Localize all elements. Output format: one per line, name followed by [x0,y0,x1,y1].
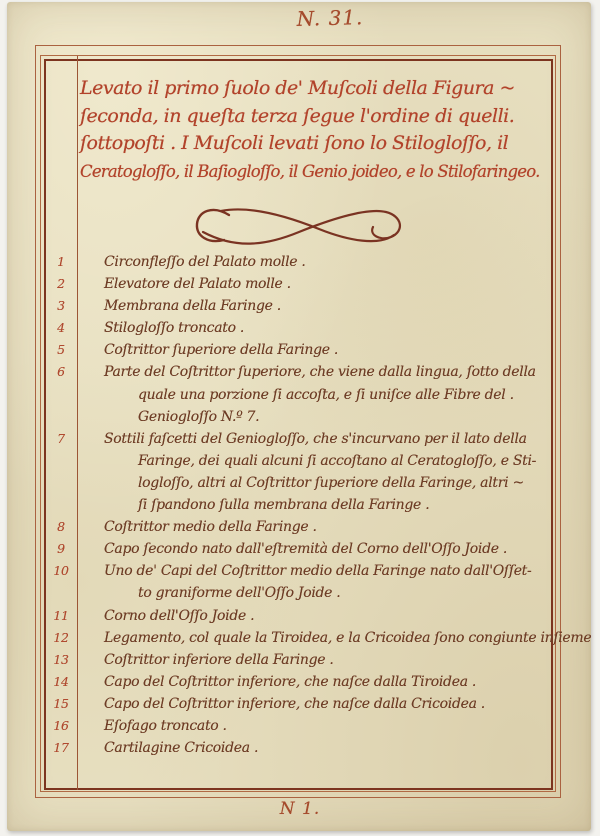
list-item-body [77,538,550,560]
list-item-body [77,715,550,737]
list-item-line: Capo del Coſtrittor inferiore, che naſce dalla Tiroidea . [104,673,477,690]
list-item [45,538,550,560]
title-paragraph [80,75,548,185]
list-item-number: 6 [57,364,65,380]
list-item-line: quale una porzione ſi accoſta, e ſi uniſce alle Fibre del . [138,386,514,403]
list-item-body [77,605,550,627]
list-item-line: Stilogloſſo troncato . [104,320,245,337]
list-item [45,361,550,427]
list-item-body [77,560,550,604]
list-item-body [77,339,550,361]
title-line: Levato il primo ſuolo de' Muſcoli della Figura ~ [80,77,515,99]
list-item-number: 15 [53,695,69,711]
list-item-line: Faringe, dei quali alcuni ſi accoſtano al Ceratogloſſo, e Sti- [138,452,537,469]
list-item-line: Parte del Coſtrittor ſuperiore, che viene dalla lingua, ſotto della [104,364,536,381]
list-item [45,605,550,627]
list-item-number: 5 [57,342,65,358]
list-item-body [77,251,550,273]
list-item-line: logloſſo, altri al Coſtrittor ſuperiore della Faringe, altri ~ [138,474,524,491]
list-item-line: Capo del Coſtrittor inferiore, che naſce dalla Cricoidea . [104,695,485,712]
list-item-body [77,516,550,538]
list-item-number: 12 [53,629,69,645]
list-item [45,428,550,516]
list-item [45,560,550,604]
list-item-line: Capo ſecondo nato dall'eſtremità del Corno dell'Oſſo Joide . [104,541,508,558]
list-item-body [77,317,550,339]
list-item [45,715,550,737]
list-item-line: ſi ſpandono ſulla membrana della Faringe . [138,497,430,514]
list-item-line: Elevatore del Palato molle . [104,276,291,293]
list-item-body [77,627,592,649]
list-item-number: 11 [53,607,69,623]
list-item-line: Coſtrittor medio della Faringe . [104,519,317,536]
list-item-body [77,693,550,715]
list-item [45,649,550,671]
list-item-body [77,273,550,295]
list-item-line: Corno dell'Oſſo Joide . [104,607,255,624]
title-line: Ceratogloſſo, il Baſiogloſſo, il Genio joideo, e lo Stilofaringeo. [80,161,540,181]
numbered-muscle-list [45,251,592,759]
list-item-number: 16 [53,717,69,733]
list-item-body [77,671,550,693]
list-item-number: 3 [57,298,65,314]
list-item [45,516,550,538]
list-item-line: Cartilagine Cricoidea . [104,740,259,757]
list-item [45,627,592,649]
list-item-line: Coſtrittor ſuperiore della Faringe . [104,342,339,359]
list-item-number: 7 [57,430,65,446]
folio-footer-mark: N 1. [279,799,321,819]
list-item-line: to graniforme dell'Oſſo Joide . [138,585,341,602]
list-item-line: Geniogloſſo N.º 7. [138,408,260,425]
folio-header-mark: N. 31. [296,5,364,31]
list-item-number: 10 [53,563,69,579]
list-item-number: 14 [53,673,69,689]
list-item [45,251,550,273]
list-item-body [77,361,550,427]
list-item-line: Eſofago troncato . [104,717,227,734]
list-item [45,693,550,715]
list-item-line: Coſtrittor inferiore della Faringe . [104,651,334,668]
list-item-line: Circonfleſſo del Palato molle . [104,254,306,270]
list-item-line: Sottili faſcetti del Geniogloſſo, che s'incurvano per il lato della [104,430,527,447]
calligraphic-flourish-ornament [193,203,407,251]
title-line: ſeconda, in queſta terza ſegue l'ordine di quelli. [80,104,515,127]
list-item [45,737,550,759]
list-item [45,273,550,295]
list-item-number: 17 [53,740,69,756]
list-item-line: Membrana della Faringe . [104,298,281,315]
list-item [45,295,550,317]
list-item-number: 13 [53,651,69,667]
list-item [45,317,550,339]
list-item-number: 4 [57,320,65,336]
list-item-body [77,649,550,671]
list-item-line: Uno de' Capi del Coſtrittor medio della Faringe nato dall'Oſſet- [104,563,532,580]
list-item [45,339,550,361]
list-item-line: Legamento, col quale la Tiroidea, e la Cricoidea ſono congiunte inſieme [104,629,592,646]
list-item-number: 8 [57,519,65,535]
list-item-body [77,428,550,516]
list-item [45,671,550,693]
title-line: ſottopoſti . I Muſcoli levati ſono lo Stilogloſſo, il [80,132,509,154]
list-item-number: 9 [57,541,65,557]
list-item-body [77,295,550,317]
list-item-body [77,737,550,759]
list-item-number: 2 [57,276,65,292]
list-item-number: 1 [57,254,65,269]
